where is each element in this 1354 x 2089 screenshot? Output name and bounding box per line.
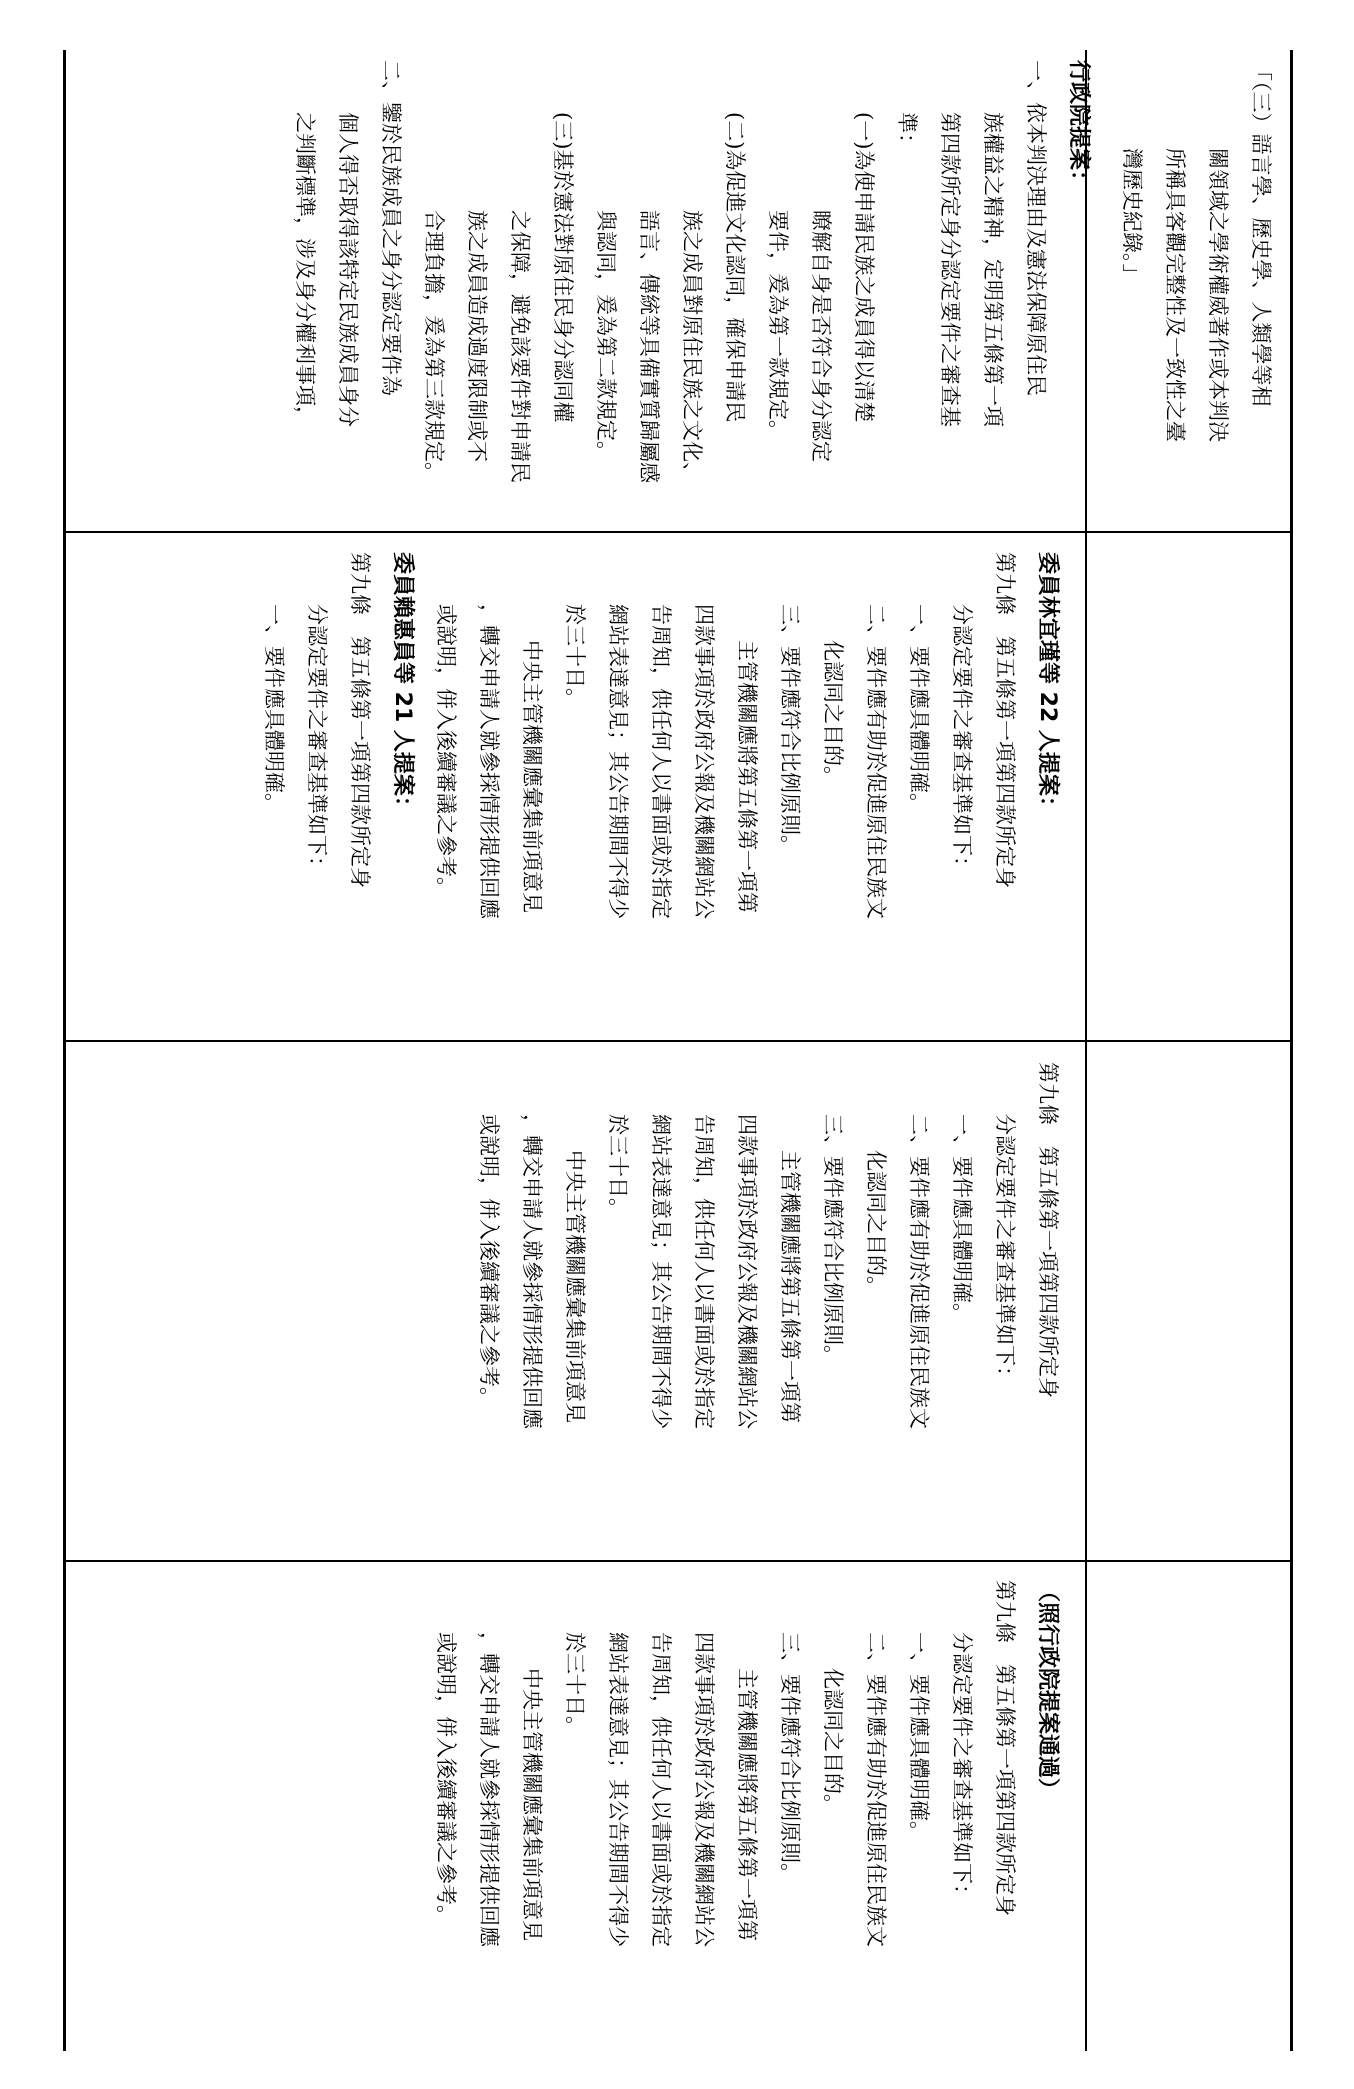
exec-line: 瞭解自身是否符合身分認定 — [809, 210, 833, 462]
lin-line: 分認定要件之審查基準如下： — [950, 604, 974, 877]
exec-line: (二)為促進文化認同，確保申請民 — [723, 112, 747, 423]
table-top-rule — [1290, 50, 1293, 2051]
exec-line: 族之成員對原住民族之文化、 — [680, 210, 704, 483]
lin-line: 於三十日。 — [563, 604, 587, 709]
column-explanation — [283, 60, 1282, 540]
result-line: 第九條 第五條第一項第四款所定身 — [993, 1580, 1017, 1916]
lin-line: 網站表達意見；其公告期間不得少 — [606, 604, 630, 919]
exec-heading: 行政院提案： — [1066, 60, 1091, 193]
lin-line: 告周知，供任何人以書面或於指定 — [649, 604, 673, 919]
quote-line: 所稱具客觀完整性及一致性之臺 — [1163, 148, 1187, 442]
exec-article-line: 第九條 第五條第一項第四款所定身 — [1036, 1062, 1060, 1398]
column-legislator-proposals — [252, 552, 1069, 1032]
lai-line: 分認定要件之審查基準如下： — [305, 604, 329, 877]
exec-article-line: 化認同之目的。 — [864, 1150, 888, 1297]
lin-line: 化認同之目的。 — [821, 640, 845, 787]
lin-line: 或說明，併入後續審議之參考。 — [434, 604, 458, 898]
exec-line: 族之成員造成過度限制或不 — [465, 210, 489, 462]
lin-line: 四款事項於政府公報及機關網站公 — [692, 604, 716, 919]
quote-line: 灣歷史紀錄。」 — [1120, 148, 1144, 285]
result-line: 一、要件應具體明確。 — [907, 1632, 931, 1842]
result-heading: （照行政院提案通過） — [1035, 1580, 1060, 1801]
exec-article-line: 主管機關應將第五條第一項第 — [778, 1150, 802, 1423]
exec-line: (一)為使申請民族之成員得以清楚 — [852, 112, 876, 423]
exec-article-line: 四款事項於政府公報及機關網站公 — [735, 1114, 759, 1429]
exec-article-line: 網站表達意見；其公告期間不得少 — [649, 1114, 673, 1429]
exec-article-line: 或說明，併入後續審議之參考。 — [477, 1114, 501, 1408]
exec-line: 合理負擔，爰為第三款規定。 — [422, 210, 446, 483]
exec-article-line: 中央主管機關應彙集前項意見 — [563, 1150, 587, 1423]
column-divider — [63, 1040, 1293, 1042]
result-line: 於三十日。 — [563, 1632, 587, 1737]
exec-line: 二、鑒於民族成員之身分認定要件為 — [379, 60, 403, 396]
column-committee-result — [424, 1580, 1069, 2060]
column-executive-proposal — [467, 1062, 1069, 1542]
result-line: 三、要件應符合比例原則。 — [778, 1632, 802, 1884]
exec-line: 第四款所定身分認定要件之審查基 — [938, 112, 962, 427]
exec-line: 一、依本判決理由及憲法保障原住民 — [1024, 60, 1048, 396]
result-line: 告周知，供任何人以書面或於指定 — [649, 1632, 673, 1947]
lai-heading: 委員賴惠員等 21 人提案： — [390, 552, 415, 818]
exec-article-line: 三、要件應符合比例原則。 — [821, 1114, 845, 1366]
result-line: 中央主管機關應彙集前項意見 — [520, 1668, 544, 1941]
exec-line: 之保障，避免該要件對申請民 — [508, 210, 532, 483]
lai-line: 一、要件應具體明確。 — [262, 604, 286, 814]
lin-heading: 委員林宜瑾等 22 人提案： — [1035, 552, 1060, 818]
exec-line: 之判斷標準，涉及身分權利事項， — [293, 112, 317, 427]
exec-line: 語言、傳統等具備實質歸屬感 — [637, 210, 661, 483]
exec-line: 個人得否取得該特定民族成員身分 — [336, 112, 360, 427]
exec-article-line: 告周知，供任何人以書面或於指定 — [692, 1114, 716, 1429]
exec-article-line: 分認定要件之審查基準如下： — [993, 1114, 1017, 1387]
exec-line: 族權益之精神，定明第五條第一項 — [981, 112, 1005, 427]
lin-line: 一、要件應具體明確。 — [907, 604, 931, 814]
lin-line: 第九條 第五條第一項第四款所定身 — [993, 552, 1017, 888]
column-divider — [63, 1560, 1293, 1562]
quote-line: 關領域之學術權威著作或本判決 — [1206, 148, 1230, 442]
quote-line: 「（三）語言學、歷史學、人類學等相 — [1249, 60, 1273, 407]
result-line: 四款事項於政府公報及機關網站公 — [692, 1632, 716, 1947]
exec-line: 與認同，爰為第二款規定。 — [594, 210, 618, 462]
result-line: 主管機關應將第五條第一項第 — [735, 1668, 759, 1941]
lin-line: 中央主管機關應彙集前項意見 — [520, 640, 544, 913]
lin-line: ，轉交申請人就參採情形提供回應 — [477, 604, 501, 919]
exec-article-line: 二、要件應有助於促進原住民族文 — [907, 1114, 931, 1429]
lin-line: 二、要件應有助於促進原住民族文 — [864, 604, 888, 919]
result-line: 二、要件應有助於促進原住民族文 — [864, 1632, 888, 1947]
exec-article-line: 一、要件應具體明確。 — [950, 1114, 974, 1324]
result-line: 或說明，併入後續審議之參考。 — [434, 1632, 458, 1926]
exec-article-line: 於三十日。 — [606, 1114, 630, 1219]
result-line: 網站表達意見；其公告期間不得少 — [606, 1632, 630, 1947]
result-line: 化認同之目的。 — [821, 1668, 845, 1815]
exec-line: (三)基於憲法對原住民身分認同權 — [551, 112, 575, 423]
lin-line: 三、要件應符合比例原則。 — [778, 604, 802, 856]
table-bottom-rule — [63, 50, 66, 2051]
exec-article-line: ，轉交申請人就參採情形提供回應 — [520, 1114, 544, 1429]
exec-line: 準： — [895, 112, 919, 154]
lin-line: 主管機關應將第五條第一項第 — [735, 640, 759, 913]
result-line: ，轉交申請人就參採情形提供回應 — [477, 1632, 501, 1947]
result-line: 分認定要件之審查基準如下： — [950, 1632, 974, 1905]
exec-line: 要件，爰為第一款規定。 — [766, 210, 790, 441]
lai-line: 第九條 第五條第一項第四款所定身 — [348, 552, 372, 888]
